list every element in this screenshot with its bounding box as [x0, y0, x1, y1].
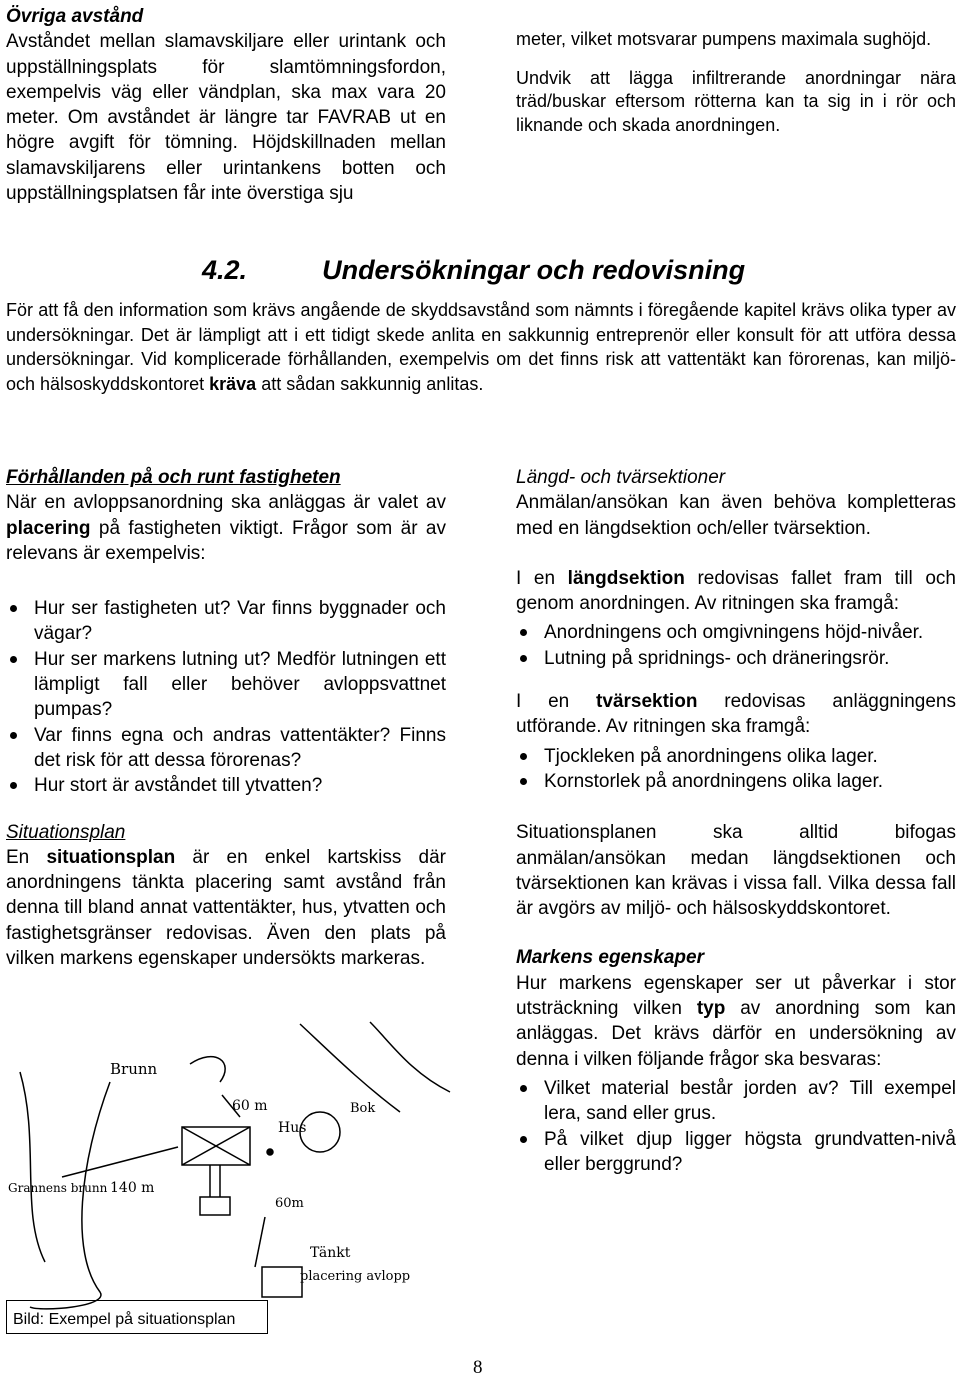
fragor-list — [6, 596, 446, 798]
label-60m: 60 m — [232, 1098, 268, 1114]
p3-text-a: I en — [516, 691, 597, 713]
list-item: Tjockleken på anordningens olika lager. — [516, 744, 956, 769]
tank-shape — [200, 1197, 230, 1215]
label-grannens-brunn: Grannens brunn — [8, 1181, 108, 1195]
paragraph-situationsplan — [6, 845, 446, 971]
left-column — [6, 465, 446, 971]
caption-box — [6, 1300, 268, 1334]
distance-line — [62, 1147, 178, 1177]
heading-situationsplan: Situationsplan — [6, 821, 126, 843]
list-item: Var finns egna och andras vattentäkter? Finns det risk för att dessa förorenas? — [6, 723, 446, 774]
p1-text-a: När en avloppsanordning ska anläggas är valet av — [6, 492, 446, 514]
situation-sketch — [0, 1012, 460, 1337]
label-60m-b: 60m — [275, 1196, 304, 1211]
heading-markens-egenskaper: Markens egenskaper — [516, 947, 704, 969]
list-item: Hur ser fastigheten ut? Var finns byggnader och vägar? — [6, 596, 446, 647]
list-item: Hur ser markens lutning ut? Medför lutningen ett lämpligt fall eller behöver avloppsvattnet pumpas? — [6, 647, 446, 723]
section-number: 4.2. — [202, 255, 248, 285]
list-item: Hur stort är avståndet till ytvatten? — [6, 773, 446, 798]
right-column — [516, 465, 956, 1177]
paragraph-avstand: Avståndet mellan slamavskiljare eller urintank och uppställningsplats för slamtömningsfordon, exempelvis väg eller vändplan, ska max vara 20 meter. Om avståndet är längre tar FAVRAB ut en högre avgift för tömning. Höjdskillnaden mellan slamavskiljarens eller urintankens botten och uppställningsplatsen får inte överstiga sju — [6, 31, 446, 205]
p2-bold: längdsektion — [567, 567, 685, 589]
paragraph-tvarsektion — [516, 689, 956, 740]
figure-caption: Bild: Exempel på situationsplan — [13, 1311, 236, 1328]
p2-text-a: I en — [516, 567, 568, 589]
list-item: Vilket material består jorden av? Till exempel lera, sand eller grus. — [516, 1076, 956, 1127]
tvar-list — [516, 744, 956, 795]
p2-bold: situationsplan — [46, 846, 176, 868]
list-item: På vilket djup ligger högsta grundvatten-nivå eller berggrund? — [516, 1127, 956, 1178]
road-line — [20, 1072, 45, 1262]
p1-text-b: på fastigheten viktigt. Frågor som är av relevans är exempelvis: — [6, 517, 446, 564]
intro-text-b: att sådan sakkunnig anlitas. — [256, 373, 484, 394]
intro-text-a: För att få den information som krävs angående de skyddsavstånd som nämnts i föregående kapitel krävs olika typer av undersökningar. Det är lämpligt att i ett tidigt skede anlita en sakkunnig entreprenör eller konsult för att utföra dessa undersökningar. Vid komplicerade förhållanden, exempelvis om det finns risk att vattentäkt kan förorenas, kan miljö- och hälsoskyddskontoret — [6, 300, 956, 394]
p3-bold: tvärsektion — [596, 691, 698, 713]
p5-text-a: Hur markens egenskaper ser ut påverkar i stor utsträckning vilken — [516, 972, 956, 1020]
label-hus: Hus — [278, 1120, 307, 1136]
paragraph-komplettering: Anmälan/ansökan kan även behöva kompletteras med en längdsektion och/eller tvärsektion. — [516, 492, 956, 539]
paragraph-bifogas: Situationsplanen ska alltid bifogas anmälan/ansökan medan längdsektionen och tvärsektionen kan krävas i vissa fall. Vilka dessa fall är avgörs av miljö- och hälsoskyddskontoret. — [516, 822, 956, 920]
intro-bold: kräva — [209, 373, 257, 394]
sketch-drawing — [0, 1012, 460, 1337]
road-line — [30, 1082, 110, 1309]
list-item: Anordningens och omgivningens höjd-nivåer. — [516, 620, 956, 645]
label-placering-avlopp: placering avlopp — [300, 1269, 411, 1284]
p5-text-b: av anordning som kan anläggas. Det krävs därför en undersökning av denna i vilken följande frågor ska besvaras: — [516, 998, 956, 1070]
label-bok: Bok — [350, 1101, 376, 1116]
p2-text-b: redovisas fallet fram till och genom anordningen. Av ritningen ska framgå: — [516, 567, 956, 615]
label-140m: 140 m — [110, 1180, 155, 1196]
section-heading — [202, 255, 745, 286]
section-title: Undersökningar och redovisning — [322, 255, 746, 285]
top-left-block — [6, 4, 446, 206]
paragraph-langdsektion — [516, 566, 956, 617]
p1-bold: placering — [6, 517, 91, 539]
label-tankt: Tänkt — [310, 1245, 351, 1261]
well-dot — [267, 1149, 273, 1155]
paragraph-placering — [6, 490, 446, 566]
contour-line — [190, 1057, 225, 1082]
list-item: Kornstorlek på anordningens olika lager. — [516, 769, 956, 794]
top-right-block — [516, 28, 956, 137]
markens-list — [516, 1076, 956, 1177]
infiltration-shape — [262, 1267, 302, 1297]
heading-langd-tvar: Längd- och tvärsektioner — [516, 467, 726, 488]
paragraph-undvik: Undvik att lägga infiltrerande anordningar nära träd/buskar eftersom rötterna kan ta sig in i rör och liknande och skada anordningen. — [516, 67, 956, 135]
heading-forhallanden: Förhållanden på och runt fastigheten — [6, 467, 341, 488]
p5-bold: typ — [696, 998, 726, 1020]
page-number: 8 — [473, 1357, 483, 1378]
langd-list — [516, 620, 956, 671]
p2-text-b: är en enkel kartskiss där anordningens tänkta placering samt avstånd från denna till bland annat vattentäkter, hus, ytvatten och fastighetsgränser redovisas. Även den plats på vilken markens egenskaper undersökts markeras. — [6, 846, 446, 970]
p2-text-a: En — [6, 846, 47, 868]
label-brunn: Brunn — [110, 1060, 158, 1078]
contour-line — [370, 1022, 450, 1092]
paragraph-sughojd: meter, vilket motsvarar pumpens maximala sughöjd. — [516, 29, 932, 49]
p3-text-b: redovisas anläggningens utförande. Av ritningen ska framgå: — [516, 691, 956, 738]
list-item: Lutning på spridnings- och dräneringsrör. — [516, 646, 956, 671]
section-intro — [6, 298, 956, 396]
paragraph-markens — [516, 971, 956, 1072]
heading-ovriga-avstand: Övriga avstånd — [6, 6, 144, 27]
distance-line — [255, 1217, 265, 1267]
